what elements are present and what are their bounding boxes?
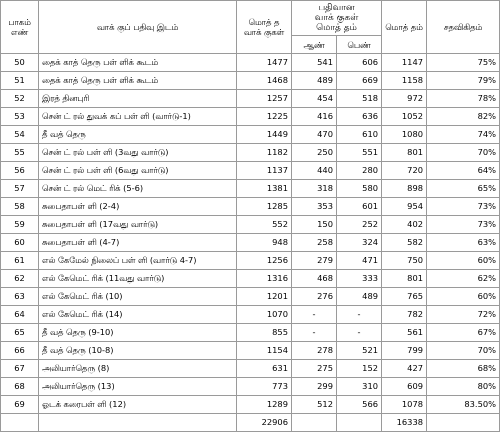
booth-number-cell: 69 [1, 396, 39, 414]
percent-cell: 70% [427, 342, 500, 360]
booth-number-cell: 55 [1, 144, 39, 162]
percent-cell: 82% [427, 108, 500, 126]
place-cell: சென் ட் ரல் பள் ளி (3வது வார்டு) [39, 144, 237, 162]
percent-cell: 60% [427, 288, 500, 306]
place-cell: எல் கேமேல் நிலைப் பள் ளி (வார்டு 4-7) [39, 252, 237, 270]
place-cell: சென் ட் ரல் பள் ளி (6வது வார்டு) [39, 162, 237, 180]
booth-number-cell: 60 [1, 234, 39, 252]
female-votes-cell: 310 [337, 378, 382, 396]
total-voters-cell: 1225 [237, 108, 292, 126]
booth-number-cell: 68 [1, 378, 39, 396]
place-cell: சுபைதாபள் ளி (2-4) [39, 198, 237, 216]
table-row [1, 396, 500, 414]
percent-cell: 72% [427, 306, 500, 324]
table-row [1, 126, 500, 144]
booth-number-cell: 64 [1, 306, 39, 324]
registered-header-line3: மொத் தம் [316, 23, 357, 33]
totals-total-cell: 16338 [382, 414, 427, 432]
total-voters-cell: 1154 [237, 342, 292, 360]
total-voters-cell: 1381 [237, 180, 292, 198]
total-voters-cell: 1256 [237, 252, 292, 270]
male-votes-cell: 275 [292, 360, 337, 378]
place-header: வாக் குப் பதிவு இடம் [39, 1, 237, 54]
total-voters-header [237, 1, 292, 54]
male-votes-cell: 470 [292, 126, 337, 144]
table-row [1, 360, 500, 378]
male-votes-cell: 250 [292, 144, 337, 162]
totals-male-cell [292, 414, 337, 432]
total-voters-cell: 1070 [237, 306, 292, 324]
booth-number-cell: 62 [1, 270, 39, 288]
booth-number-cell: 53 [1, 108, 39, 126]
percent-cell: 67% [427, 324, 500, 342]
total-header: மொத் தம் [382, 1, 427, 54]
female-votes-cell: 280 [337, 162, 382, 180]
percent-header: சதவிகிதம் [427, 1, 500, 54]
table-row [1, 378, 500, 396]
booth-number-cell: 50 [1, 54, 39, 72]
female-votes-cell: 518 [337, 90, 382, 108]
booth-number-cell: 66 [1, 342, 39, 360]
female-votes-cell: 580 [337, 180, 382, 198]
registered-header-line2: வாக் குகள் [314, 13, 359, 23]
booth-number-cell: 54 [1, 126, 39, 144]
table-row [1, 90, 500, 108]
total-votes-cell: 427 [382, 360, 427, 378]
female-votes-cell: 636 [337, 108, 382, 126]
booth-number-cell: 58 [1, 198, 39, 216]
female-votes-cell: - [337, 324, 382, 342]
total-voters-cell: 948 [237, 234, 292, 252]
percent-cell: 73% [427, 198, 500, 216]
totals-voters-cell: 22906 [237, 414, 292, 432]
booth-number-cell: 52 [1, 90, 39, 108]
total-voters-cell: 1289 [237, 396, 292, 414]
total-voters-cell: 1285 [237, 198, 292, 216]
total-votes-cell: 1080 [382, 126, 427, 144]
total-votes-cell: 1158 [382, 72, 427, 90]
male-votes-cell: - [292, 306, 337, 324]
total-voters-cell: 855 [237, 324, 292, 342]
female-votes-cell: 669 [337, 72, 382, 90]
booth-number-cell: 59 [1, 216, 39, 234]
place-cell: இரத் தினபுரி [39, 90, 237, 108]
table-row [1, 342, 500, 360]
totals-female-cell [337, 414, 382, 432]
total-votes-cell: 972 [382, 90, 427, 108]
booth-header-line2: எண் [10, 27, 29, 37]
place-cell: அலியார்தெரு (13) [39, 378, 237, 396]
total-voters-cell: 631 [237, 360, 292, 378]
female-votes-cell: 601 [337, 198, 382, 216]
total-voters-cell: 1201 [237, 288, 292, 306]
male-votes-cell: 541 [292, 54, 337, 72]
percent-cell: 65% [427, 180, 500, 198]
table-row [1, 108, 500, 126]
total-voters-cell: 1137 [237, 162, 292, 180]
total-votes-cell: 609 [382, 378, 427, 396]
male-votes-cell: 279 [292, 252, 337, 270]
booth-number-header [1, 1, 39, 54]
female-votes-cell: - [337, 306, 382, 324]
female-votes-cell: 566 [337, 396, 382, 414]
total-voters-cell: 1257 [237, 90, 292, 108]
total-voters-cell: 552 [237, 216, 292, 234]
male-votes-cell: - [292, 324, 337, 342]
total-votes-cell: 954 [382, 198, 427, 216]
total-votes-cell: 402 [382, 216, 427, 234]
place-cell: தைக் காத் தெரு பள் ளிக் கூடம் [39, 54, 237, 72]
voters-header-line2: வாக் குகள் [243, 27, 285, 37]
percent-cell: 68% [427, 360, 500, 378]
male-votes-cell: 454 [292, 90, 337, 108]
place-cell: தீ வத் தெரு [39, 126, 237, 144]
male-votes-cell: 299 [292, 378, 337, 396]
registered-votes-header [292, 1, 382, 36]
header-row [1, 1, 500, 36]
percent-cell: 83.50% [427, 396, 500, 414]
total-votes-cell: 582 [382, 234, 427, 252]
female-votes-cell: 152 [337, 360, 382, 378]
total-votes-cell: 801 [382, 144, 427, 162]
male-header: ஆண் [292, 36, 337, 54]
percent-cell: 79% [427, 72, 500, 90]
female-votes-cell: 252 [337, 216, 382, 234]
total-votes-cell: 720 [382, 162, 427, 180]
percent-cell: 60% [427, 252, 500, 270]
total-votes-cell: 1052 [382, 108, 427, 126]
percent-cell: 64% [427, 162, 500, 180]
table-row [1, 144, 500, 162]
place-cell: ஓடக் கரைபள் ளி (12) [39, 396, 237, 414]
place-cell: எல் கேமெட் ரிக் (11வது வார்டு) [39, 270, 237, 288]
percent-cell: 63% [427, 234, 500, 252]
female-votes-cell: 489 [337, 288, 382, 306]
place-cell: அலியார்தெரு (8) [39, 360, 237, 378]
total-voters-cell: 1449 [237, 126, 292, 144]
table-row [1, 72, 500, 90]
male-votes-cell: 512 [292, 396, 337, 414]
total-votes-cell: 898 [382, 180, 427, 198]
place-cell: சுபைதாபள் ளி (4-7) [39, 234, 237, 252]
booth-number-cell: 61 [1, 252, 39, 270]
total-voters-cell: 1316 [237, 270, 292, 288]
percent-cell: 73% [427, 216, 500, 234]
male-votes-cell: 258 [292, 234, 337, 252]
female-votes-cell: 333 [337, 270, 382, 288]
total-votes-cell: 750 [382, 252, 427, 270]
female-votes-cell: 606 [337, 54, 382, 72]
male-votes-cell: 489 [292, 72, 337, 90]
table-row [1, 270, 500, 288]
male-votes-cell: 416 [292, 108, 337, 126]
percent-cell: 70% [427, 144, 500, 162]
table-row [1, 216, 500, 234]
percent-cell: 62% [427, 270, 500, 288]
total-voters-cell: 1182 [237, 144, 292, 162]
male-votes-cell: 276 [292, 288, 337, 306]
total-votes-cell: 765 [382, 288, 427, 306]
table-row [1, 180, 500, 198]
table-row [1, 234, 500, 252]
male-votes-cell: 318 [292, 180, 337, 198]
male-votes-cell: 278 [292, 342, 337, 360]
total-votes-cell: 799 [382, 342, 427, 360]
table-row [1, 162, 500, 180]
female-votes-cell: 471 [337, 252, 382, 270]
percent-cell: 74% [427, 126, 500, 144]
table-row [1, 252, 500, 270]
booth-number-cell: 51 [1, 72, 39, 90]
female-votes-cell: 551 [337, 144, 382, 162]
percent-cell: 78% [427, 90, 500, 108]
place-cell: எல் கேமெட் ரிக் (14) [39, 306, 237, 324]
place-cell: சென் ட் ரல் துவக் கப் பள் ளி (வார்டு-1) [39, 108, 237, 126]
percent-cell: 80% [427, 378, 500, 396]
place-cell: எல் கேமெட் ரிக் (10) [39, 288, 237, 306]
total-votes-cell: 1078 [382, 396, 427, 414]
booth-header-line1: பாகம் [8, 17, 31, 27]
table-body [1, 54, 500, 414]
female-votes-cell: 324 [337, 234, 382, 252]
table-row [1, 306, 500, 324]
total-voters-cell: 773 [237, 378, 292, 396]
total-voters-cell: 1477 [237, 54, 292, 72]
table-row [1, 288, 500, 306]
booth-number-cell: 57 [1, 180, 39, 198]
totals-place-cell [39, 414, 237, 432]
female-header: பெண் [337, 36, 382, 54]
percent-cell: 75% [427, 54, 500, 72]
table-row [1, 198, 500, 216]
totals-row [1, 414, 500, 432]
booth-number-cell: 56 [1, 162, 39, 180]
male-votes-cell: 440 [292, 162, 337, 180]
totals-percent-cell [427, 414, 500, 432]
total-votes-cell: 561 [382, 324, 427, 342]
totals-booth-cell [1, 414, 39, 432]
place-cell: சுபைதாபள் ளி (17வது வார்டு) [39, 216, 237, 234]
total-votes-cell: 801 [382, 270, 427, 288]
male-votes-cell: 353 [292, 198, 337, 216]
voters-header-line1: மொத் த [248, 17, 280, 27]
place-cell: தைக் காத் தெரு பள் ளிக் கூடம் [39, 72, 237, 90]
table-row [1, 54, 500, 72]
total-voters-cell: 1468 [237, 72, 292, 90]
total-votes-cell: 1147 [382, 54, 427, 72]
male-votes-cell: 468 [292, 270, 337, 288]
female-votes-cell: 610 [337, 126, 382, 144]
place-cell: தீ வத் தெரு (9-10) [39, 324, 237, 342]
booth-number-cell: 63 [1, 288, 39, 306]
booth-number-cell: 67 [1, 360, 39, 378]
place-cell: தீ வத் தெரு (10-8) [39, 342, 237, 360]
booth-number-cell: 65 [1, 324, 39, 342]
female-votes-cell: 521 [337, 342, 382, 360]
table-row [1, 324, 500, 342]
place-cell: சென் ட் ரல் மெட் ரிக் (5-6) [39, 180, 237, 198]
male-votes-cell: 150 [292, 216, 337, 234]
total-votes-cell: 782 [382, 306, 427, 324]
registered-header-line1: பதிவான [318, 3, 355, 13]
